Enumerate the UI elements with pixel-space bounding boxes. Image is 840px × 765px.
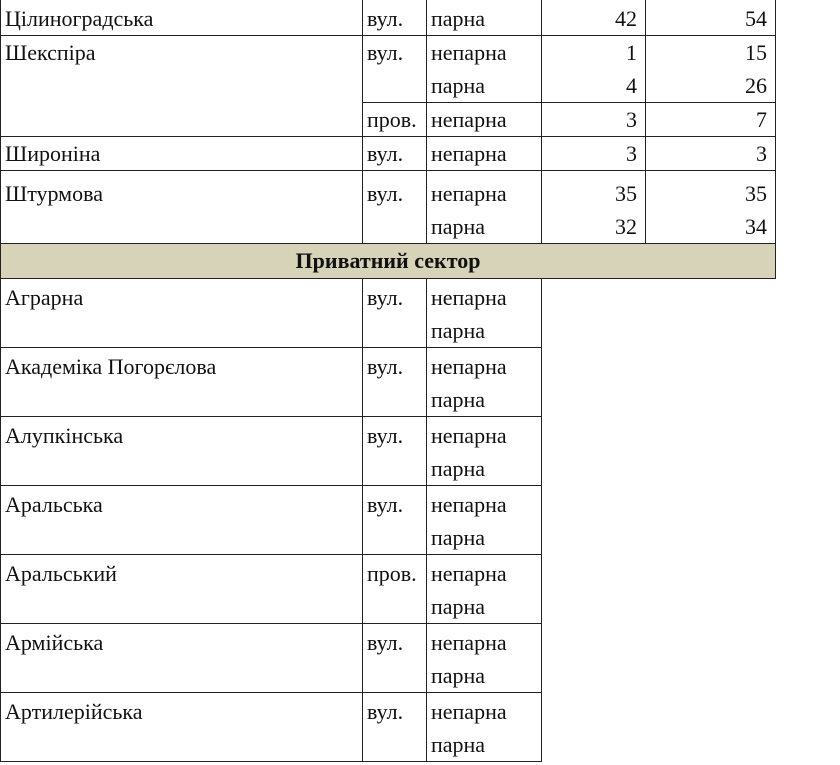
empty-cell	[646, 693, 776, 762]
street-type: вул.	[363, 624, 427, 693]
empty-cell	[542, 279, 646, 348]
section-title: Приватний сектор	[1, 244, 776, 279]
parity: непарна парна	[427, 279, 542, 348]
house-from: 42	[542, 0, 646, 36]
section-header-row	[1, 244, 776, 279]
street-type: вул.	[363, 171, 427, 244]
empty-cell	[542, 348, 646, 417]
street-name: Широніна	[1, 137, 363, 171]
street-name: Алупкінська	[1, 417, 363, 486]
parity: непарна	[427, 137, 542, 171]
parity: непарна парна	[427, 417, 542, 486]
house-to: 3	[646, 137, 776, 171]
table-row	[1, 279, 776, 348]
empty-cell	[646, 624, 776, 693]
street-name: Академіка Погорєлова	[1, 348, 363, 417]
empty-cell	[646, 417, 776, 486]
street-type: вул.	[363, 279, 427, 348]
parity: непарна парна	[427, 171, 542, 244]
empty-cell	[542, 486, 646, 555]
street-name: Цілиноградська	[1, 0, 363, 36]
street-name: Аграрна	[1, 279, 363, 348]
parity: непарна парна	[427, 36, 542, 103]
table-row	[1, 171, 776, 244]
parity: непарна парна	[427, 693, 542, 762]
empty-cell	[542, 417, 646, 486]
parity: парна	[427, 0, 542, 36]
empty-cell	[542, 693, 646, 762]
table-row	[1, 555, 776, 624]
parity: непарна парна	[427, 555, 542, 624]
street-name: Артилерійська	[1, 693, 363, 762]
street-type: пров.	[363, 103, 427, 137]
empty-cell	[542, 624, 646, 693]
house-from: 1 4	[542, 36, 646, 103]
table-row	[1, 137, 776, 171]
table-row	[1, 348, 776, 417]
private-sector-body	[1, 279, 776, 762]
street-name: Аральський	[1, 555, 363, 624]
street-type: вул.	[363, 348, 427, 417]
table-row	[1, 624, 776, 693]
street-name: Аральська	[1, 486, 363, 555]
table-row	[1, 417, 776, 486]
empty-cell	[646, 348, 776, 417]
house-to: 7	[646, 103, 776, 137]
empty-cell	[646, 486, 776, 555]
empty-cell	[646, 279, 776, 348]
parity: непарна парна	[427, 624, 542, 693]
table-row	[1, 486, 776, 555]
house-to: 54	[646, 0, 776, 36]
street-type: вул.	[363, 137, 427, 171]
street-name: Штурмова	[1, 171, 363, 244]
house-to: 15 26	[646, 36, 776, 103]
house-from: 3	[542, 137, 646, 171]
empty-cell	[542, 555, 646, 624]
house-from: 35 32	[542, 171, 646, 244]
house-from: 3	[542, 103, 646, 137]
parity: непарна парна	[427, 486, 542, 555]
street-type: вул.	[363, 693, 427, 762]
house-to: 35 34	[646, 171, 776, 244]
table-row	[1, 693, 776, 762]
street-type: пров.	[363, 555, 427, 624]
street-name: Шекспіра	[1, 36, 363, 137]
street-name: Армійська	[1, 624, 363, 693]
table-row	[1, 36, 776, 103]
street-type: вул.	[363, 0, 427, 36]
parity: непарна парна	[427, 348, 542, 417]
empty-cell	[646, 555, 776, 624]
parity: непарна	[427, 103, 542, 137]
street-type: вул.	[363, 36, 427, 103]
street-type: вул.	[363, 486, 427, 555]
table-row	[1, 0, 776, 36]
street-type: вул.	[363, 417, 427, 486]
